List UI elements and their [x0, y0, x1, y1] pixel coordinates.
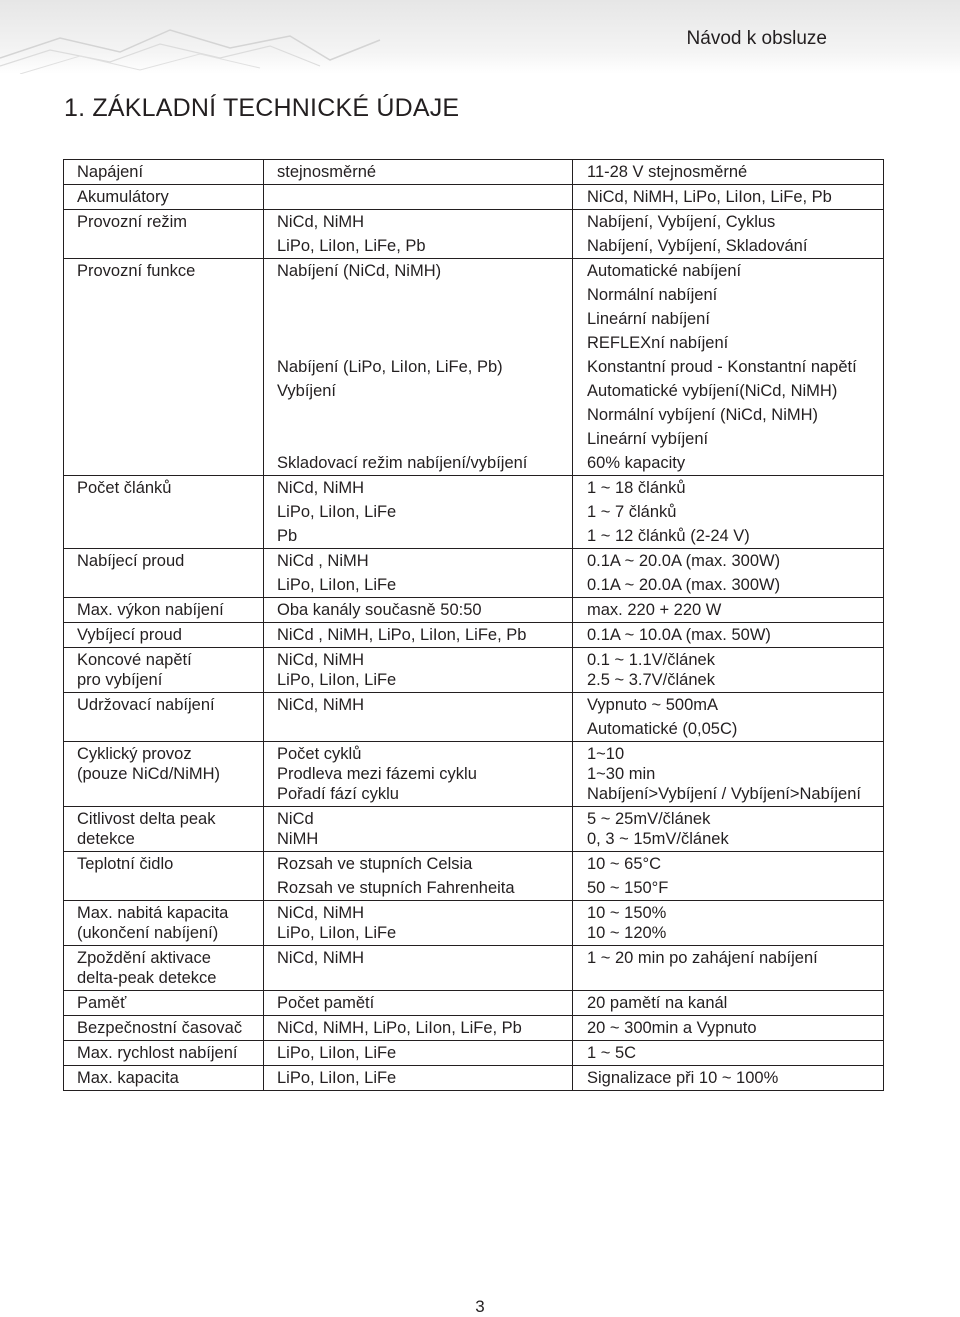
- cell-text: Rozsah ve stupních Fahrenheita: [277, 879, 515, 897]
- cell-text: NiCd, NiMH: [277, 479, 365, 497]
- table-row: [64, 1066, 884, 1091]
- cell-text: (pouze NiCd/NiMH): [77, 765, 221, 783]
- condition-cell: [264, 742, 573, 807]
- cell-text: Automatické (0,05C): [587, 720, 738, 738]
- table-row: [64, 355, 884, 379]
- cell-text: Normální vybíjení (NiCd, NiMH): [587, 406, 819, 424]
- parameter-cell: [64, 451, 264, 476]
- cell-text: Signalizace při 10 ~ 100%: [587, 1069, 779, 1087]
- condition-cell: [264, 476, 573, 501]
- cell-text: Teplotní čidlo: [77, 855, 174, 873]
- cell-text: Konstantní proud - Konstantní napětí: [587, 358, 857, 376]
- condition-cell: [264, 234, 573, 259]
- parameter-cell: [64, 427, 264, 451]
- condition-cell: [264, 500, 573, 524]
- cell-text: NiCd, NiMH: [277, 904, 365, 922]
- cell-text: REFLEXní nabíjení: [587, 334, 729, 352]
- cell-text: [277, 309, 572, 329]
- condition-cell: [264, 549, 573, 574]
- cell-text: 1 ~ 12 článků (2-24 V): [587, 527, 750, 545]
- condition-cell: [264, 876, 573, 901]
- table-row: [64, 331, 884, 355]
- value-cell: [573, 160, 884, 185]
- value-cell: [573, 693, 884, 718]
- cell-text: Provozní funkce: [77, 262, 196, 280]
- cell-text: 1 ~ 5C: [587, 1044, 637, 1062]
- cell-text: NiCd, NiMH: [277, 213, 365, 231]
- cell-text: 50 ~ 150°F: [587, 879, 669, 897]
- cell-text: 0.1A ~ 20.0A (max. 300W): [587, 552, 781, 570]
- cell-text: stejnosměrné: [277, 163, 377, 181]
- parameter-cell: [64, 742, 264, 807]
- condition-cell: [264, 185, 573, 210]
- value-cell: [573, 991, 884, 1016]
- value-cell: [573, 185, 884, 210]
- cell-text: [77, 405, 263, 425]
- cell-text: (ukončení nabíjení): [77, 924, 219, 942]
- cell-text: 20 ~ 300min a Vypnuto: [587, 1019, 757, 1037]
- header-title: Návod k obsluze: [686, 28, 827, 49]
- parameter-cell: [64, 1016, 264, 1041]
- cell-text: 60% kapacity: [587, 454, 686, 472]
- cell-text: Prodleva mezi fázemi cyklu: [277, 765, 477, 783]
- page-number: 3: [475, 1297, 485, 1316]
- cell-text: NiCd, NiMH: [277, 651, 365, 669]
- value-cell: [573, 524, 884, 549]
- value-cell: [573, 946, 884, 991]
- cell-text: LiPo, LiIon, LiFe: [277, 503, 397, 521]
- cell-text: NiCd, NiMH: [277, 696, 365, 714]
- parameter-cell: [64, 476, 264, 501]
- parameter-cell: [64, 259, 264, 284]
- cell-text: 10 ~ 65°C: [587, 855, 662, 873]
- value-cell: [573, 717, 884, 742]
- table-row: [64, 623, 884, 648]
- parameter-cell: [64, 355, 264, 379]
- cell-text: 20 pamětí na kanál: [587, 994, 728, 1012]
- cell-text: pro vybíjení: [77, 671, 163, 689]
- condition-cell: [264, 427, 573, 451]
- table-row: [64, 901, 884, 946]
- cell-text: Rozsah ve stupních Celsia: [277, 855, 473, 873]
- cell-text: LiPo, LiIon, LiFe, Pb: [277, 237, 426, 255]
- table-row: [64, 476, 884, 501]
- parameter-cell: [64, 901, 264, 946]
- cell-text: Vybíjecí proud: [77, 626, 182, 644]
- cell-text: NiCd: [277, 810, 314, 828]
- parameter-cell: [64, 331, 264, 355]
- cell-text: Pořadí fází cyklu: [277, 785, 399, 803]
- table-row: [64, 403, 884, 427]
- cell-text: Nabíjení>Vybíjení / Vybíjení>Nabíjení: [587, 785, 861, 803]
- cell-text: Citlivost delta peak: [77, 810, 216, 828]
- cell-text: Koncové napětí: [77, 651, 192, 669]
- parameter-cell: [64, 573, 264, 598]
- condition-cell: [264, 573, 573, 598]
- cell-text: [587, 968, 883, 988]
- table-row: [64, 259, 884, 284]
- cell-text: 1 ~ 7 článků: [587, 503, 677, 521]
- spec-table-body: [64, 160, 884, 1091]
- table-row: [64, 648, 884, 693]
- cell-text: Lineární vybíjení: [587, 430, 709, 448]
- parameter-cell: [64, 524, 264, 549]
- table-row: [64, 852, 884, 877]
- condition-cell: [264, 1016, 573, 1041]
- condition-cell: [264, 717, 573, 742]
- cell-text: Pb: [277, 527, 298, 545]
- cell-text: Počet článků: [77, 479, 172, 497]
- value-cell: [573, 573, 884, 598]
- cell-text: 1~10: [587, 745, 625, 763]
- value-cell: [573, 331, 884, 355]
- cell-text: [77, 453, 263, 473]
- value-cell: [573, 403, 884, 427]
- condition-cell: [264, 693, 573, 718]
- parameter-cell: [64, 648, 264, 693]
- parameter-cell: [64, 185, 264, 210]
- cell-text: Max. kapacita: [77, 1069, 179, 1087]
- cell-text: Nabíjení, Vybíjení, Skladování: [587, 237, 808, 255]
- condition-cell: [264, 648, 573, 693]
- cell-text: [77, 236, 263, 256]
- condition-cell: [264, 807, 573, 852]
- value-cell: [573, 876, 884, 901]
- table-row: [64, 427, 884, 451]
- condition-cell: [264, 210, 573, 235]
- table-row: [64, 742, 884, 807]
- cell-text: NiCd, NiMH, LiPo, LiIon, LiFe, Pb: [277, 1019, 522, 1037]
- cell-text: 10 ~ 150%: [587, 904, 667, 922]
- cell-text: 0, 3 ~ 15mV/článek: [587, 830, 729, 848]
- cell-text: Udržovací nabíjení: [77, 696, 215, 714]
- parameter-cell: [64, 307, 264, 331]
- value-cell: [573, 648, 884, 693]
- table-row: [64, 573, 884, 598]
- value-cell: [573, 283, 884, 307]
- cell-text: 2.5 ~ 3.7V/článek: [587, 671, 715, 689]
- cell-text: [77, 381, 263, 401]
- condition-cell: [264, 623, 573, 648]
- table-row: [64, 185, 884, 210]
- condition-cell: [264, 160, 573, 185]
- parameter-cell: [64, 852, 264, 877]
- cell-text: Vypnuto ~ 500mA: [587, 696, 719, 714]
- cell-text: Počet pamětí: [277, 994, 375, 1012]
- cell-text: Paměť: [77, 994, 127, 1012]
- table-row: [64, 1041, 884, 1066]
- condition-cell: [264, 598, 573, 623]
- table-row: [64, 500, 884, 524]
- cell-text: NiCd, NiMH: [277, 949, 365, 967]
- parameter-cell: [64, 500, 264, 524]
- header-band: [0, 0, 960, 74]
- cell-text: [277, 285, 572, 305]
- cell-text: Oba kanály současně 50:50: [277, 601, 482, 619]
- cell-text: [77, 719, 263, 739]
- parameter-cell: [64, 717, 264, 742]
- cell-text: Max. výkon nabíjení: [77, 601, 224, 619]
- value-cell: [573, 307, 884, 331]
- cell-text: [77, 575, 263, 595]
- table-row: [64, 160, 884, 185]
- cell-text: 1 ~ 18 článků: [587, 479, 686, 497]
- table-row: [64, 598, 884, 623]
- cell-text: Automatické nabíjení: [587, 262, 742, 280]
- cell-text: 0.1A ~ 10.0A (max. 50W): [587, 626, 771, 644]
- cell-text: Vybíjení: [277, 382, 337, 400]
- cell-text: LiPo, LiIon, LiFe: [277, 1069, 397, 1087]
- cell-text: [277, 333, 572, 353]
- condition-cell: [264, 355, 573, 379]
- condition-cell: [264, 283, 573, 307]
- cell-text: Napájení: [77, 163, 144, 181]
- value-cell: [573, 807, 884, 852]
- condition-cell: [264, 1066, 573, 1091]
- cell-text: Nabíjení (NiCd, NiMH): [277, 262, 442, 280]
- parameter-cell: [64, 1041, 264, 1066]
- cell-text: NiMH: [277, 830, 319, 848]
- value-cell: [573, 355, 884, 379]
- cell-text: [77, 502, 263, 522]
- parameter-cell: [64, 598, 264, 623]
- table-row: [64, 234, 884, 259]
- table-row: [64, 1016, 884, 1041]
- condition-cell: [264, 331, 573, 355]
- cell-text: Skladovací režim nabíjení/vybíjení: [277, 454, 528, 472]
- table-row: [64, 549, 884, 574]
- parameter-cell: [64, 549, 264, 574]
- parameter-cell: [64, 946, 264, 991]
- cell-text: NiCd , NiMH, LiPo, LiIon, LiFe, Pb: [277, 626, 527, 644]
- parameter-cell: [64, 283, 264, 307]
- spec-table: [63, 159, 884, 1091]
- value-cell: [573, 234, 884, 259]
- cell-text: LiPo, LiIon, LiFe: [277, 576, 397, 594]
- cell-text: [77, 878, 263, 898]
- cell-text: Max. nabitá kapacita: [77, 904, 229, 922]
- table-row: [64, 693, 884, 718]
- cell-text: NiCd, NiMH, LiPo, LiIon, LiFe, Pb: [587, 188, 832, 206]
- value-cell: [573, 1041, 884, 1066]
- table-row: [64, 946, 884, 991]
- table-row: [64, 807, 884, 852]
- value-cell: [573, 259, 884, 284]
- cell-text: 1 ~ 20 min po zahájení nabíjení: [587, 949, 818, 967]
- cell-text: Provozní režim: [77, 213, 188, 231]
- cell-text: 1~30 min: [587, 765, 656, 783]
- condition-cell: [264, 991, 573, 1016]
- table-row: [64, 991, 884, 1016]
- cell-text: 0.1 ~ 1.1V/článek: [587, 651, 715, 669]
- parameter-cell: [64, 991, 264, 1016]
- condition-cell: [264, 451, 573, 476]
- condition-cell: [264, 1041, 573, 1066]
- condition-cell: [264, 259, 573, 284]
- parameter-cell: [64, 807, 264, 852]
- value-cell: [573, 742, 884, 807]
- table-row: [64, 283, 884, 307]
- condition-cell: [264, 852, 573, 877]
- cell-text: max. 220 + 220 W: [587, 601, 722, 619]
- cell-text: Cyklický provoz: [77, 745, 192, 763]
- cell-text: [77, 309, 263, 329]
- cell-text: 10 ~ 120%: [587, 924, 667, 942]
- condition-cell: [264, 946, 573, 991]
- cell-text: Nabíjení, Vybíjení, Cyklus: [587, 213, 776, 231]
- cell-text: LiPo, LiIon, LiFe: [277, 1044, 397, 1062]
- value-cell: [573, 901, 884, 946]
- cell-text: [77, 357, 263, 377]
- value-cell: [573, 623, 884, 648]
- parameter-cell: [64, 623, 264, 648]
- parameter-cell: [64, 1066, 264, 1091]
- value-cell: [573, 210, 884, 235]
- cell-text: Nabíjecí proud: [77, 552, 185, 570]
- section-title: 1. ZÁKLADNÍ TECHNICKÉ ÚDAJE: [64, 94, 460, 122]
- cell-text: NiCd , NiMH: [277, 552, 369, 570]
- cell-text: [277, 429, 572, 449]
- cell-text: Max. rychlost nabíjení: [77, 1044, 238, 1062]
- cell-text: Zpoždění aktivace: [77, 949, 211, 967]
- cell-text: delta-peak detekce: [77, 969, 217, 987]
- cell-text: [277, 968, 572, 988]
- cell-text: Bezpečnostní časovač: [77, 1019, 243, 1037]
- parameter-cell: [64, 876, 264, 901]
- cell-text: Akumulátory: [77, 188, 169, 206]
- cell-text: LiPo, LiIon, LiFe: [277, 924, 397, 942]
- value-cell: [573, 379, 884, 403]
- value-cell: [573, 852, 884, 877]
- table-row: [64, 307, 884, 331]
- cell-text: [277, 405, 572, 425]
- parameter-cell: [64, 160, 264, 185]
- value-cell: [573, 500, 884, 524]
- table-row: [64, 451, 884, 476]
- table-row: [64, 210, 884, 235]
- cell-text: Lineární nabíjení: [587, 310, 710, 328]
- parameter-cell: [64, 403, 264, 427]
- cell-text: [77, 526, 263, 546]
- value-cell: [573, 598, 884, 623]
- cell-text: [277, 719, 572, 739]
- condition-cell: [264, 307, 573, 331]
- condition-cell: [264, 901, 573, 946]
- value-cell: [573, 427, 884, 451]
- condition-cell: [264, 403, 573, 427]
- cell-text: Nabíjení (LiPo, LiIon, LiFe, Pb): [277, 358, 503, 376]
- cell-text: Automatické vybíjení(NiCd, NiMH): [587, 382, 838, 400]
- table-row: [64, 524, 884, 549]
- condition-cell: [264, 379, 573, 403]
- cell-text: [77, 285, 263, 305]
- cell-text: detekce: [77, 830, 135, 848]
- condition-cell: [264, 524, 573, 549]
- value-cell: [573, 1016, 884, 1041]
- cell-text: Normální nabíjení: [587, 286, 718, 304]
- cell-text: [277, 187, 572, 207]
- value-cell: [573, 1066, 884, 1091]
- table-row: [64, 876, 884, 901]
- value-cell: [573, 549, 884, 574]
- parameter-cell: [64, 210, 264, 235]
- parameter-cell: [64, 234, 264, 259]
- parameter-cell: [64, 379, 264, 403]
- value-cell: [573, 476, 884, 501]
- cell-text: 0.1A ~ 20.0A (max. 300W): [587, 576, 781, 594]
- cell-text: LiPo, LiIon, LiFe: [277, 671, 397, 689]
- parameter-cell: [64, 693, 264, 718]
- table-row: [64, 717, 884, 742]
- cell-text: [77, 333, 263, 353]
- cell-text: Počet cyklů: [277, 745, 362, 763]
- table-row: [64, 379, 884, 403]
- cell-text: [77, 429, 263, 449]
- value-cell: [573, 451, 884, 476]
- cell-text: 5 ~ 25mV/článek: [587, 810, 711, 828]
- cell-text: 11-28 V stejnosměrné: [587, 163, 748, 181]
